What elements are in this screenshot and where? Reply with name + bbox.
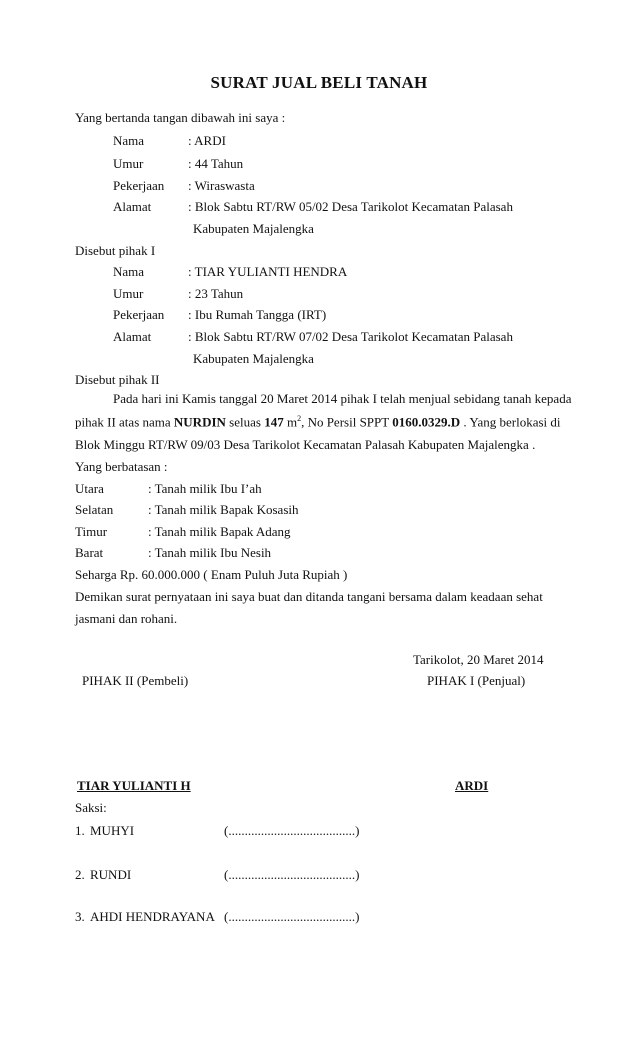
party2-age-value: : 23 Tahun (188, 286, 244, 301)
witness-signature-line: (.......................................) (224, 909, 360, 924)
border-west-value: : Tanah milik Ibu Nesih (148, 545, 272, 560)
seller-signature-name: ARDI (455, 778, 489, 793)
buyer-name: NURDIN (173, 414, 226, 430)
party1-address-cont: Kabupaten Majalengka (193, 221, 314, 236)
witness-number: 3. (75, 909, 85, 924)
border-north-value: : Tanah milik Ibu I’ah (148, 481, 262, 496)
party2-designation: Disebut pihak II (75, 372, 160, 387)
witness-signature-line: (.......................................) (224, 823, 360, 838)
witness-name: RUNDI (90, 867, 132, 882)
closing-line-1: Demikan surat pernyataan ini saya buat dan ditanda tangani bersama dalam keadaan sehat (75, 589, 543, 604)
witness-number: 1. (75, 823, 85, 838)
witness-number: 2. (75, 867, 85, 882)
statement-line-2 (75, 414, 561, 430)
border-south-label: Selatan (75, 502, 114, 517)
witness-name: AHDI HENDRAYANA (90, 909, 215, 924)
border-east-value: : Tanah milik Bapak Adang (148, 524, 291, 539)
area-value: 147 (264, 414, 284, 430)
party2-age-label: Umur (113, 286, 144, 301)
party2-address-cont: Kabupaten Majalengka (193, 351, 314, 366)
statement-line-1: Pada hari ini Kamis tanggal 20 Maret 2014 pihak I telah menjual sebidang tanah kepada (113, 391, 572, 406)
border-east-label: Timur (75, 524, 108, 539)
witness-name: MUHYI (90, 823, 135, 838)
place-date: Tarikolot, 20 Maret 2014 (413, 652, 544, 667)
party1-designation: Disebut pihak I (75, 243, 156, 258)
persil-number: 0160.0329.D (392, 414, 461, 430)
statement-line-2d: . Yang berlokasi di (463, 414, 561, 430)
party2-name-value: : TIAR YULIANTI HENDRA (188, 264, 348, 279)
statement-line-2a: pihak II atas nama (75, 414, 171, 430)
price-text: Seharga Rp. 60.000.000 ( Enam Puluh Juta Rupiah ) (75, 567, 348, 582)
witness-signature-line: (.......................................) (224, 867, 360, 882)
party1-job-value: : Wiraswasta (188, 178, 255, 193)
party2-job-label: Pekerjaan (113, 307, 165, 322)
party1-address-label: Alamat (113, 199, 152, 214)
party1-age-label: Umur (113, 156, 144, 171)
border-north-label: Utara (75, 481, 104, 496)
border-west-label: Barat (75, 545, 104, 560)
area-exponent: 2 (297, 414, 302, 423)
buyer-role: PIHAK II (Pembeli) (82, 673, 189, 688)
buyer-signature-name: TIAR YULIANTI H (77, 778, 191, 793)
party1-address-value: : Blok Sabtu RT/RW 05/02 Desa Tarikolot Kecamatan Palasah (188, 199, 513, 214)
intro-text: Yang bertanda tangan dibawah ini saya : (75, 110, 286, 125)
statement-line-2b: seluas (229, 414, 261, 430)
seller-role: PIHAK I (Penjual) (427, 673, 526, 688)
party1-age-value: : 44 Tahun (188, 156, 244, 171)
statement-line-3: Blok Minggu RT/RW 09/03 Desa Tarikolot Kecamatan Palasah Kabupaten Majalengka . (75, 437, 536, 452)
party2-job-value: : Ibu Rumah Tangga (IRT) (188, 307, 327, 322)
statement-line-2c: , No Persil SPPT (301, 414, 389, 430)
party2-address-value: : Blok Sabtu RT/RW 07/02 Desa Tarikolot Kecamatan Palasah (188, 329, 513, 344)
borders-heading: Yang berbatasan : (75, 459, 168, 474)
party2-name-label: Nama (113, 264, 145, 279)
party1-job-label: Pekerjaan (113, 178, 165, 193)
party2-address-label: Alamat (113, 329, 152, 344)
closing-line-2: jasmani dan rohani. (75, 611, 178, 626)
witness-heading: Saksi: (75, 800, 107, 815)
party1-name-label: Nama (113, 133, 145, 148)
area-unit: m (286, 414, 298, 430)
party1-name-value: : ARDI (188, 133, 226, 148)
document-title: SURAT JUAL BELI TANAH (210, 73, 428, 92)
border-south-value: : Tanah milik Bapak Kosasih (148, 502, 299, 517)
